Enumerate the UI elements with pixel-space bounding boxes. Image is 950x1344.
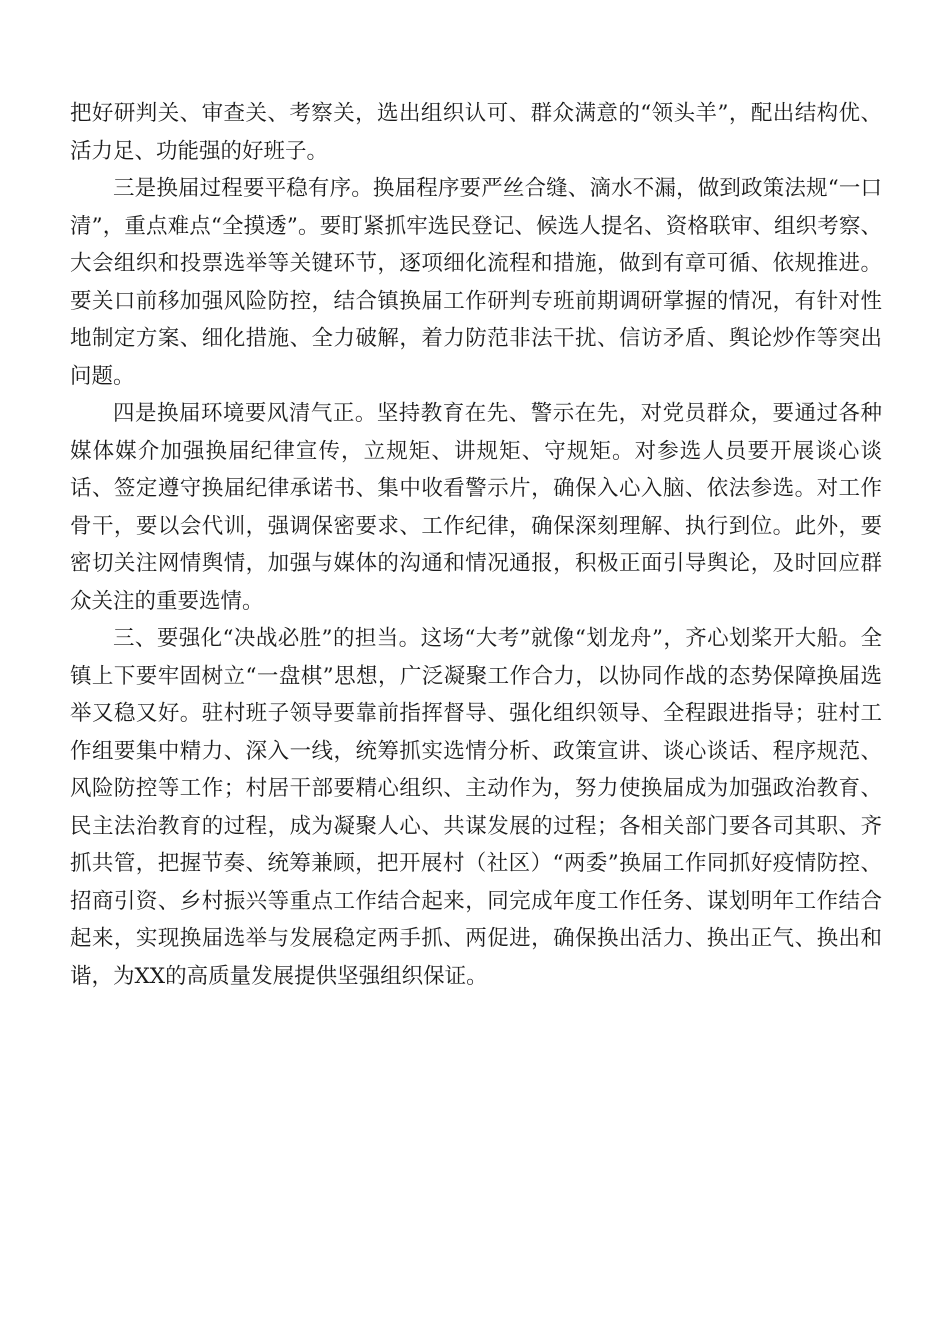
paragraph-clean-environment: 四是换届环境要风清气正。坚持教育在先、警示在先，对党员群众，要通过各种媒体媒介加强换届纪律宣传，立规矩、讲规矩、守规矩。对参选人员要开展谈心谈话、签定遵守换届纪律承诺书、集中收看警示片，确保入心入脑、依法参选。对工作骨干，要以会代训，强调保密要求、工作纪律，确保深刻理解、执行到位。此外，要密切关注网情舆情，加强与媒体的沟通和情况通报，积极正面引导舆论，及时回应群众关注的重要选情。	[70, 401, 882, 614]
document-body	[70, 95, 882, 995]
paragraph-process-orderly: 三是换届过程要平稳有序。换届程序要严丝合缝、滴水不漏，做到政策法规“一口清”，重点难点“全摸透”。要盯紧抓牢选民登记、候选人提名、资格联审、组织考察、大会组织和投票选举等关键环节，逐项细化流程和措施，做到有章可循、依规推进。要关口前移加强风险防控，结合镇换届工作研判专班前期调研掌握的情况，有针对性地制定方案、细化措施、全力破解，着力防范非法干扰、信访矛盾、舆论炒作等突出问题。	[70, 176, 882, 389]
paragraph-continuation: 把好研判关、审查关、考察关，选出组织认可、群众满意的“领头羊”，配出结构优、活力足、功能强的好班子。	[70, 101, 882, 164]
paragraph-decisive-victory: 三、要强化“决战必胜”的担当。这场“大考”就像“划龙舟”，齐心划桨开大船。全镇上下要牢固树立“一盘棋”思想，广泛凝聚工作合力，以协同作战的态势保障换届选举又稳又好。驻村班子领导要靠前指挥督导、强化组织领导、全程跟进指导；驻村工作组要集中精力、深入一线，统筹抓实选情分析、政策宣讲、谈心谈话、程序规范、风险防控等工作；村居干部要精心组织、主动作为，努力使换届成为加强政治教育、民主法治教育的过程，成为凝聚人心、共谋发展的过程；各相关部门要各司其职、齐抓共管，把握节奏、统筹兼顾，把开展村（社区）“两委”换届工作同抓好疫情防控、招商引资、乡村振兴等重点工作结合起来，同完成年度工作任务、谋划明年工作结合起来，实现换届选举与发展稳定两手抓、两促进，确保换出活力、换出正气、换出和谐，为XX的高质量发展提供坚强组织保证。	[70, 626, 882, 989]
